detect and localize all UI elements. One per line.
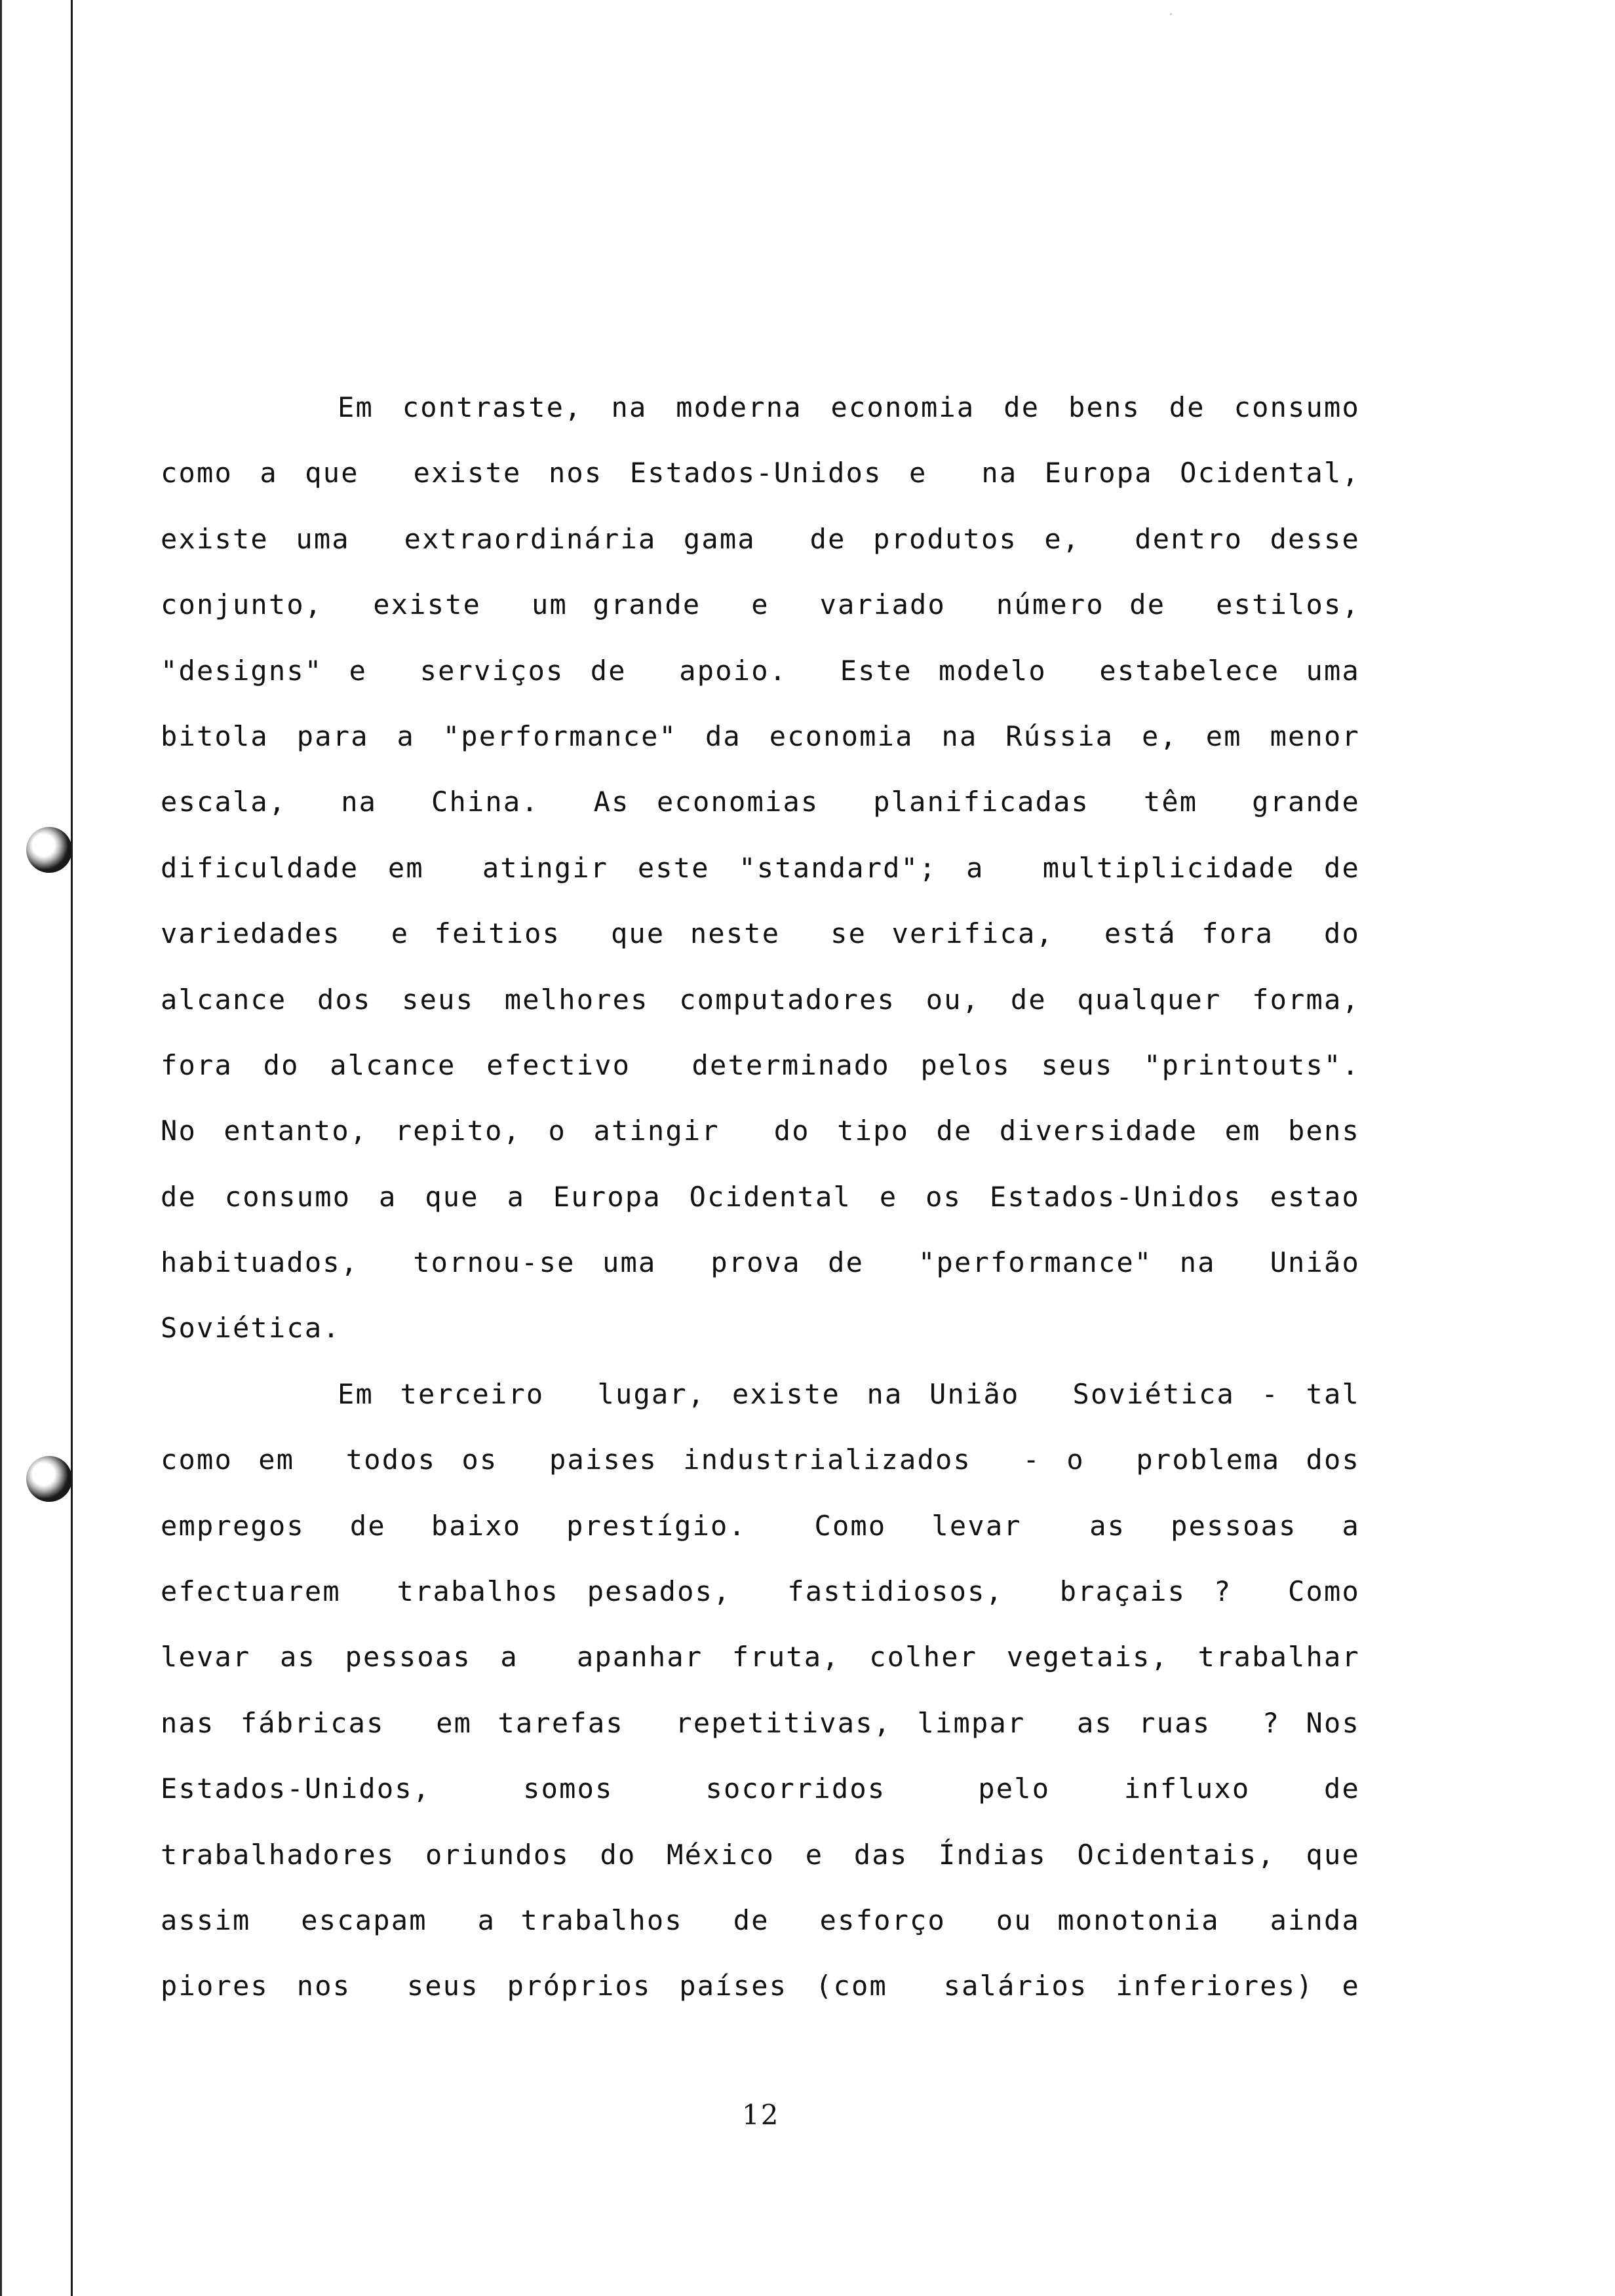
- document-body: [161, 375, 1360, 2019]
- text-line: trabalhadores oriundos do México e das Índias Ocidentais, que: [161, 1838, 1360, 1871]
- paragraph-2: [161, 1362, 1360, 2019]
- text-line: Em terceiro lugar, existe na União Soviética - tal: [338, 1377, 1360, 1410]
- text-line: conjunto, existe um grande e variado número de estilos,: [161, 588, 1360, 621]
- text-line: Estados-Unidos, somos socorridos pelo influxo de: [161, 1772, 1360, 1805]
- text-line: como em todos os paises industrializados - o problema dos: [161, 1444, 1360, 1476]
- text-line: piores nos seus próprios países (com salários inferiores) e: [161, 1970, 1360, 2002]
- text-line: como a que existe nos Estados-Unidos e na Europa Ocidental,: [161, 457, 1360, 489]
- page-left-edge: [0, 0, 2, 2296]
- text-line: levar as pessoas a apanhar fruta, colher vegetais, trabalhar: [161, 1641, 1360, 1674]
- text-line: dificuldade em atingir este "standard"; a multiplicidade de: [161, 851, 1360, 884]
- punch-hole-top: [26, 827, 72, 873]
- text-line: nas fábricas em tarefas repetitivas, limpar as ruas ? Nos: [161, 1706, 1360, 1739]
- text-line: Soviética.: [161, 1312, 341, 1345]
- text-line: efectuarem trabalhos pesados, fastidiosos, braçais ? Como: [161, 1575, 1360, 1608]
- text-line: de consumo a que a Europa Ocidental e os Estados-Unidos estao: [161, 1180, 1360, 1213]
- punch-hole-bottom: [26, 1456, 72, 1502]
- scan-speck: [1170, 13, 1172, 15]
- paragraph-1: [161, 375, 1360, 1362]
- binding-margin-line: [71, 0, 73, 2296]
- page-number: 12: [742, 2099, 780, 2131]
- text-line: "designs" e serviços de apoio. Este modelo estabelece uma: [161, 654, 1360, 687]
- text-line: variedades e feitios que neste se verifica, está fora do: [161, 917, 1360, 950]
- text-line: fora do alcance efectivo determinado pelos seus "printouts".: [161, 1048, 1360, 1081]
- text-line: bitola para a "performance" da economia na Rússia e, em menor: [161, 719, 1360, 752]
- text-line: existe uma extraordinária gama de produtos e, dentro desse: [161, 522, 1360, 555]
- text-line: escala, na China. As economias planificadas têm grande: [161, 786, 1360, 818]
- text-line: alcance dos seus melhores computadores ou, de qualquer forma,: [161, 983, 1360, 1016]
- text-line: assim escapam a trabalhos de esforço ou monotonia ainda: [161, 1904, 1360, 1936]
- text-line: habituados, tornou-se uma prova de "performance" na União: [161, 1246, 1360, 1279]
- text-line: Em contraste, na moderna economia de bens de consumo: [338, 391, 1360, 423]
- text-line: empregos de baixo prestígio. Como levar as pessoas a: [161, 1509, 1360, 1542]
- text-line: No entanto, repito, o atingir do tipo de diversidade em bens: [161, 1115, 1360, 1147]
